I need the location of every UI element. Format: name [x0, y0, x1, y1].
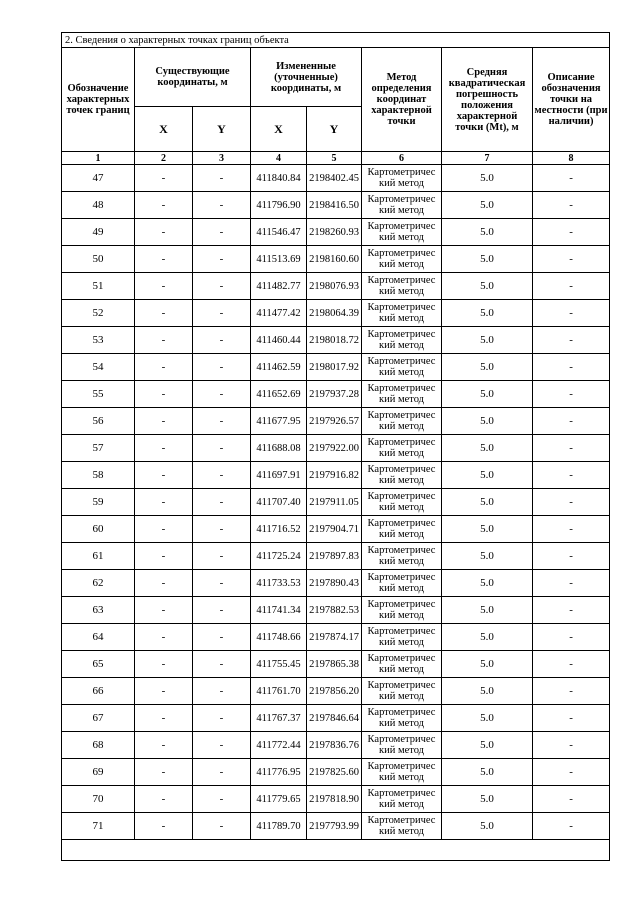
changed-x-cell: 411707.40: [251, 489, 307, 516]
method-text-line: Картометричес: [367, 329, 436, 340]
point-number-cell: 47: [62, 165, 135, 192]
method-text-line: Картометричес: [367, 815, 436, 826]
column-number: 2: [135, 152, 193, 165]
method-cell: [362, 732, 442, 759]
changed-x-cell: 411460.44: [251, 327, 307, 354]
changed-y-cell: 2197856.20: [307, 678, 362, 705]
point-number-cell: 64: [62, 624, 135, 651]
changed-x-cell: 411546.47: [251, 219, 307, 246]
table-row: [62, 705, 610, 732]
mean-error-cell: 5.0: [442, 624, 533, 651]
point-number-cell: 53: [62, 327, 135, 354]
point-number-cell: 55: [62, 381, 135, 408]
method-text-line: кий метод: [378, 826, 424, 837]
table-row: [62, 246, 610, 273]
description-cell: -: [533, 354, 610, 381]
existing-x-cell: -: [135, 705, 193, 732]
changed-x-cell: 411716.52: [251, 516, 307, 543]
table-row: [62, 543, 610, 570]
mean-error-cell: 5.0: [442, 354, 533, 381]
changed-x-cell: 411772.44: [251, 732, 307, 759]
column-number: 1: [62, 152, 135, 165]
description-cell: -: [533, 543, 610, 570]
point-number-cell: 52: [62, 300, 135, 327]
description-cell: -: [533, 570, 610, 597]
existing-y-cell: -: [193, 408, 251, 435]
existing-x-cell: -: [135, 759, 193, 786]
existing-x-cell: -: [135, 597, 193, 624]
existing-x-cell: -: [135, 813, 193, 840]
header-existing-coordinates: Существующие координаты, м: [135, 48, 251, 107]
existing-x-cell: -: [135, 732, 193, 759]
method-text-line: Картометричес: [367, 464, 436, 475]
existing-x-cell: -: [135, 435, 193, 462]
point-number-cell: 56: [62, 408, 135, 435]
changed-y-cell: 2197904.71: [307, 516, 362, 543]
existing-y-cell: -: [193, 489, 251, 516]
changed-y-cell: 2197897.83: [307, 543, 362, 570]
table-row: [62, 381, 610, 408]
point-number-cell: 48: [62, 192, 135, 219]
description-cell: -: [533, 651, 610, 678]
changed-x-cell: 411761.70: [251, 678, 307, 705]
table-row: [62, 408, 610, 435]
changed-x-cell: 411767.37: [251, 705, 307, 732]
existing-x-cell: -: [135, 624, 193, 651]
column-number: 4: [251, 152, 307, 165]
point-number-cell: 66: [62, 678, 135, 705]
existing-x-cell: -: [135, 651, 193, 678]
changed-y-cell: 2197874.17: [307, 624, 362, 651]
method-cell: [362, 300, 442, 327]
existing-y-cell: -: [193, 597, 251, 624]
changed-y-cell: 2198416.50: [307, 192, 362, 219]
point-number-cell: 51: [62, 273, 135, 300]
method-cell: [362, 786, 442, 813]
method-text-line: Картометричес: [367, 518, 436, 529]
point-number-cell: 65: [62, 651, 135, 678]
method-text-line: кий метод: [378, 745, 424, 756]
header-mean-error: Средняя квадратическая погрешность положения характерной точки (Mt), м: [442, 48, 533, 152]
point-number-cell: 49: [62, 219, 135, 246]
column-number: 5: [307, 152, 362, 165]
method-text-line: Картометричес: [367, 761, 436, 772]
existing-y-cell: -: [193, 273, 251, 300]
existing-y-cell: -: [193, 327, 251, 354]
table-row: [62, 516, 610, 543]
mean-error-cell: 5.0: [442, 273, 533, 300]
table-row: [62, 327, 610, 354]
existing-y-cell: -: [193, 543, 251, 570]
method-cell: [362, 462, 442, 489]
existing-y-cell: -: [193, 570, 251, 597]
mean-error-cell: 5.0: [442, 678, 533, 705]
description-cell: -: [533, 381, 610, 408]
method-text-line: Картометричес: [367, 707, 436, 718]
existing-y-cell: -: [193, 192, 251, 219]
description-cell: -: [533, 246, 610, 273]
changed-y-cell: 2198076.93: [307, 273, 362, 300]
changed-y-cell: 2197846.64: [307, 705, 362, 732]
method-text-line: Картометричес: [367, 572, 436, 583]
existing-y-cell: -: [193, 759, 251, 786]
description-cell: -: [533, 273, 610, 300]
header-designation: Обозначение характерных точек границ: [62, 48, 135, 152]
method-text-line: Картометричес: [367, 356, 436, 367]
existing-y-cell: -: [193, 462, 251, 489]
changed-x-cell: 411748.66: [251, 624, 307, 651]
method-text-line: кий метод: [378, 367, 424, 378]
mean-error-cell: 5.0: [442, 651, 533, 678]
method-text-line: кий метод: [378, 205, 424, 216]
method-cell: [362, 813, 442, 840]
existing-x-cell: -: [135, 381, 193, 408]
point-number-cell: 69: [62, 759, 135, 786]
changed-x-cell: 411755.45: [251, 651, 307, 678]
method-cell: [362, 705, 442, 732]
method-cell: [362, 516, 442, 543]
existing-x-cell: -: [135, 165, 193, 192]
table-row: [62, 273, 610, 300]
point-number-cell: 71: [62, 813, 135, 840]
method-text-line: Картометричес: [367, 248, 436, 259]
mean-error-cell: 5.0: [442, 543, 533, 570]
method-text-line: Картометричес: [367, 653, 436, 664]
method-cell: [362, 678, 442, 705]
changed-y-cell: 2197836.76: [307, 732, 362, 759]
description-cell: -: [533, 786, 610, 813]
table-row: [62, 165, 610, 192]
mean-error-cell: 5.0: [442, 408, 533, 435]
point-number-cell: 70: [62, 786, 135, 813]
changed-x-cell: 411725.24: [251, 543, 307, 570]
mean-error-cell: 5.0: [442, 219, 533, 246]
method-cell: [362, 408, 442, 435]
method-text-line: Картометричес: [367, 788, 436, 799]
mean-error-cell: 5.0: [442, 462, 533, 489]
existing-y-cell: -: [193, 219, 251, 246]
method-text-line: кий метод: [378, 475, 424, 486]
document-sheet: [61, 32, 609, 861]
changed-y-cell: 2198402.45: [307, 165, 362, 192]
existing-y-cell: -: [193, 786, 251, 813]
changed-y-cell: 2198064.39: [307, 300, 362, 327]
method-cell: [362, 354, 442, 381]
changed-y-cell: 2198017.92: [307, 354, 362, 381]
existing-y-cell: -: [193, 732, 251, 759]
existing-x-cell: -: [135, 246, 193, 273]
method-cell: [362, 165, 442, 192]
method-text-line: кий метод: [378, 556, 424, 567]
existing-y-cell: -: [193, 381, 251, 408]
changed-y-cell: 2198018.72: [307, 327, 362, 354]
method-cell: [362, 624, 442, 651]
description-cell: -: [533, 597, 610, 624]
table-row: [62, 489, 610, 516]
changed-x-cell: 411840.84: [251, 165, 307, 192]
existing-y-cell: -: [193, 705, 251, 732]
changed-x-cell: 411796.90: [251, 192, 307, 219]
changed-x-cell: 411779.65: [251, 786, 307, 813]
point-number-cell: 68: [62, 732, 135, 759]
method-text-line: кий метод: [378, 583, 424, 594]
description-cell: -: [533, 732, 610, 759]
existing-x-cell: -: [135, 516, 193, 543]
method-text-line: Картометричес: [367, 545, 436, 556]
table-row: [62, 786, 610, 813]
changed-x-cell: 411482.77: [251, 273, 307, 300]
changed-y-cell: 2197916.82: [307, 462, 362, 489]
description-cell: -: [533, 624, 610, 651]
point-number-cell: 54: [62, 354, 135, 381]
existing-y-cell: -: [193, 300, 251, 327]
point-number-cell: 67: [62, 705, 135, 732]
method-cell: [362, 597, 442, 624]
existing-x-cell: -: [135, 327, 193, 354]
existing-x-cell: -: [135, 543, 193, 570]
method-text-line: кий метод: [378, 691, 424, 702]
mean-error-cell: 5.0: [442, 705, 533, 732]
changed-y-cell: 2197937.28: [307, 381, 362, 408]
method-text-line: кий метод: [378, 529, 424, 540]
changed-y-cell: 2197926.57: [307, 408, 362, 435]
point-number-cell: 57: [62, 435, 135, 462]
mean-error-cell: 5.0: [442, 813, 533, 840]
header-description: Описание обозначения точки на местности (при наличии): [533, 48, 610, 152]
description-cell: -: [533, 192, 610, 219]
description-cell: -: [533, 705, 610, 732]
description-cell: -: [533, 435, 610, 462]
existing-y-cell: -: [193, 165, 251, 192]
changed-x-cell: 411677.95: [251, 408, 307, 435]
changed-y-cell: 2197911.05: [307, 489, 362, 516]
changed-y-cell: 2197865.38: [307, 651, 362, 678]
changed-y-cell: 2197890.43: [307, 570, 362, 597]
method-text-line: кий метод: [378, 259, 424, 270]
changed-y-cell: 2198260.93: [307, 219, 362, 246]
changed-y-cell: 2197922.00: [307, 435, 362, 462]
description-cell: -: [533, 489, 610, 516]
changed-y-cell: 2197882.53: [307, 597, 362, 624]
method-text-line: кий метод: [378, 232, 424, 243]
table-row: [62, 192, 610, 219]
mean-error-cell: 5.0: [442, 246, 533, 273]
existing-y-cell: -: [193, 246, 251, 273]
mean-error-cell: 5.0: [442, 192, 533, 219]
method-cell: [362, 570, 442, 597]
method-text-line: Картометричес: [367, 680, 436, 691]
description-cell: -: [533, 759, 610, 786]
changed-x-cell: 411789.70: [251, 813, 307, 840]
method-text-line: кий метод: [378, 664, 424, 675]
mean-error-cell: 5.0: [442, 435, 533, 462]
method-cell: [362, 246, 442, 273]
existing-x-cell: -: [135, 273, 193, 300]
existing-x-cell: -: [135, 354, 193, 381]
changed-x-cell: 411733.53: [251, 570, 307, 597]
description-cell: -: [533, 408, 610, 435]
method-cell: [362, 543, 442, 570]
table-row: [62, 435, 610, 462]
mean-error-cell: 5.0: [442, 732, 533, 759]
description-cell: -: [533, 813, 610, 840]
existing-y-cell: -: [193, 435, 251, 462]
point-number-cell: 50: [62, 246, 135, 273]
method-cell: [362, 381, 442, 408]
column-number: 3: [193, 152, 251, 165]
method-text-line: кий метод: [378, 610, 424, 621]
table-row: [62, 624, 610, 651]
header-changed-x: X: [251, 107, 307, 152]
table-row: [62, 651, 610, 678]
method-text-line: Картометричес: [367, 734, 436, 745]
method-text-line: кий метод: [378, 313, 424, 324]
method-cell: [362, 489, 442, 516]
changed-y-cell: 2197818.90: [307, 786, 362, 813]
method-cell: [362, 327, 442, 354]
method-text-line: кий метод: [378, 448, 424, 459]
point-number-cell: 59: [62, 489, 135, 516]
changed-x-cell: 411697.91: [251, 462, 307, 489]
method-cell: [362, 759, 442, 786]
table-row: [62, 813, 610, 840]
point-number-cell: 63: [62, 597, 135, 624]
method-text-line: Картометричес: [367, 410, 436, 421]
description-cell: -: [533, 165, 610, 192]
existing-x-cell: -: [135, 219, 193, 246]
description-cell: -: [533, 516, 610, 543]
method-cell: [362, 273, 442, 300]
table-row: [62, 300, 610, 327]
method-cell: [362, 219, 442, 246]
changed-x-cell: 411688.08: [251, 435, 307, 462]
description-cell: -: [533, 300, 610, 327]
changed-y-cell: 2198160.60: [307, 246, 362, 273]
existing-x-cell: -: [135, 489, 193, 516]
method-text-line: кий метод: [378, 637, 424, 648]
point-number-cell: 62: [62, 570, 135, 597]
method-text-line: Картометричес: [367, 302, 436, 313]
method-text-line: Картометричес: [367, 167, 436, 178]
method-text-line: кий метод: [378, 394, 424, 405]
existing-x-cell: -: [135, 678, 193, 705]
method-cell: [362, 435, 442, 462]
header-existing-x: X: [135, 107, 193, 152]
existing-y-cell: -: [193, 813, 251, 840]
mean-error-cell: 5.0: [442, 489, 533, 516]
mean-error-cell: 5.0: [442, 165, 533, 192]
mean-error-cell: 5.0: [442, 597, 533, 624]
method-text-line: Картометричес: [367, 626, 436, 637]
description-cell: -: [533, 462, 610, 489]
boundary-points-table: [61, 32, 610, 861]
method-text-line: Картометричес: [367, 437, 436, 448]
changed-x-cell: 411776.95: [251, 759, 307, 786]
table-row: [62, 570, 610, 597]
existing-x-cell: -: [135, 462, 193, 489]
method-text-line: Картометричес: [367, 599, 436, 610]
method-text-line: Картометричес: [367, 275, 436, 286]
table-row: [62, 597, 610, 624]
table-row: [62, 462, 610, 489]
method-text-line: Картометричес: [367, 383, 436, 394]
mean-error-cell: 5.0: [442, 381, 533, 408]
method-text-line: кий метод: [378, 178, 424, 189]
table-body: [62, 165, 610, 840]
method-text-line: кий метод: [378, 340, 424, 351]
existing-x-cell: -: [135, 300, 193, 327]
changed-y-cell: 2197793.99: [307, 813, 362, 840]
method-text-line: кий метод: [378, 421, 424, 432]
mean-error-cell: 5.0: [442, 300, 533, 327]
mean-error-cell: 5.0: [442, 327, 533, 354]
method-text-line: кий метод: [378, 502, 424, 513]
method-text-line: кий метод: [378, 772, 424, 783]
method-text-line: Картометричес: [367, 221, 436, 232]
column-number: 7: [442, 152, 533, 165]
table-footer-space: [62, 840, 610, 861]
table-row: [62, 219, 610, 246]
method-text-line: кий метод: [378, 799, 424, 810]
existing-x-cell: -: [135, 786, 193, 813]
method-text-line: Картометричес: [367, 491, 436, 502]
existing-x-cell: -: [135, 570, 193, 597]
existing-y-cell: -: [193, 678, 251, 705]
existing-y-cell: -: [193, 651, 251, 678]
method-text-line: Картометричес: [367, 194, 436, 205]
description-cell: -: [533, 327, 610, 354]
mean-error-cell: 5.0: [442, 786, 533, 813]
changed-y-cell: 2197825.60: [307, 759, 362, 786]
point-number-cell: 58: [62, 462, 135, 489]
column-number: 6: [362, 152, 442, 165]
header-changed-y: Y: [307, 107, 362, 152]
table-row: [62, 759, 610, 786]
point-number-cell: 60: [62, 516, 135, 543]
existing-y-cell: -: [193, 516, 251, 543]
changed-x-cell: 411652.69: [251, 381, 307, 408]
header-changed-coordinates: Измененные (уточненные) координаты, м: [251, 48, 362, 107]
table-row: [62, 354, 610, 381]
header-method: Метод определения координат характерной точки: [362, 48, 442, 152]
existing-y-cell: -: [193, 354, 251, 381]
existing-x-cell: -: [135, 192, 193, 219]
method-text-line: кий метод: [378, 718, 424, 729]
table-row: [62, 678, 610, 705]
description-cell: -: [533, 219, 610, 246]
column-number: 8: [533, 152, 610, 165]
header-existing-y: Y: [193, 107, 251, 152]
mean-error-cell: 5.0: [442, 759, 533, 786]
method-cell: [362, 651, 442, 678]
existing-y-cell: -: [193, 624, 251, 651]
table-caption: 2. Сведения о характерных точках границ объекта: [62, 33, 610, 48]
method-text-line: кий метод: [378, 286, 424, 297]
method-cell: [362, 192, 442, 219]
mean-error-cell: 5.0: [442, 570, 533, 597]
table-row: [62, 732, 610, 759]
existing-x-cell: -: [135, 408, 193, 435]
mean-error-cell: 5.0: [442, 516, 533, 543]
changed-x-cell: 411513.69: [251, 246, 307, 273]
changed-x-cell: 411462.59: [251, 354, 307, 381]
changed-x-cell: 411741.34: [251, 597, 307, 624]
changed-x-cell: 411477.42: [251, 300, 307, 327]
description-cell: -: [533, 678, 610, 705]
point-number-cell: 61: [62, 543, 135, 570]
